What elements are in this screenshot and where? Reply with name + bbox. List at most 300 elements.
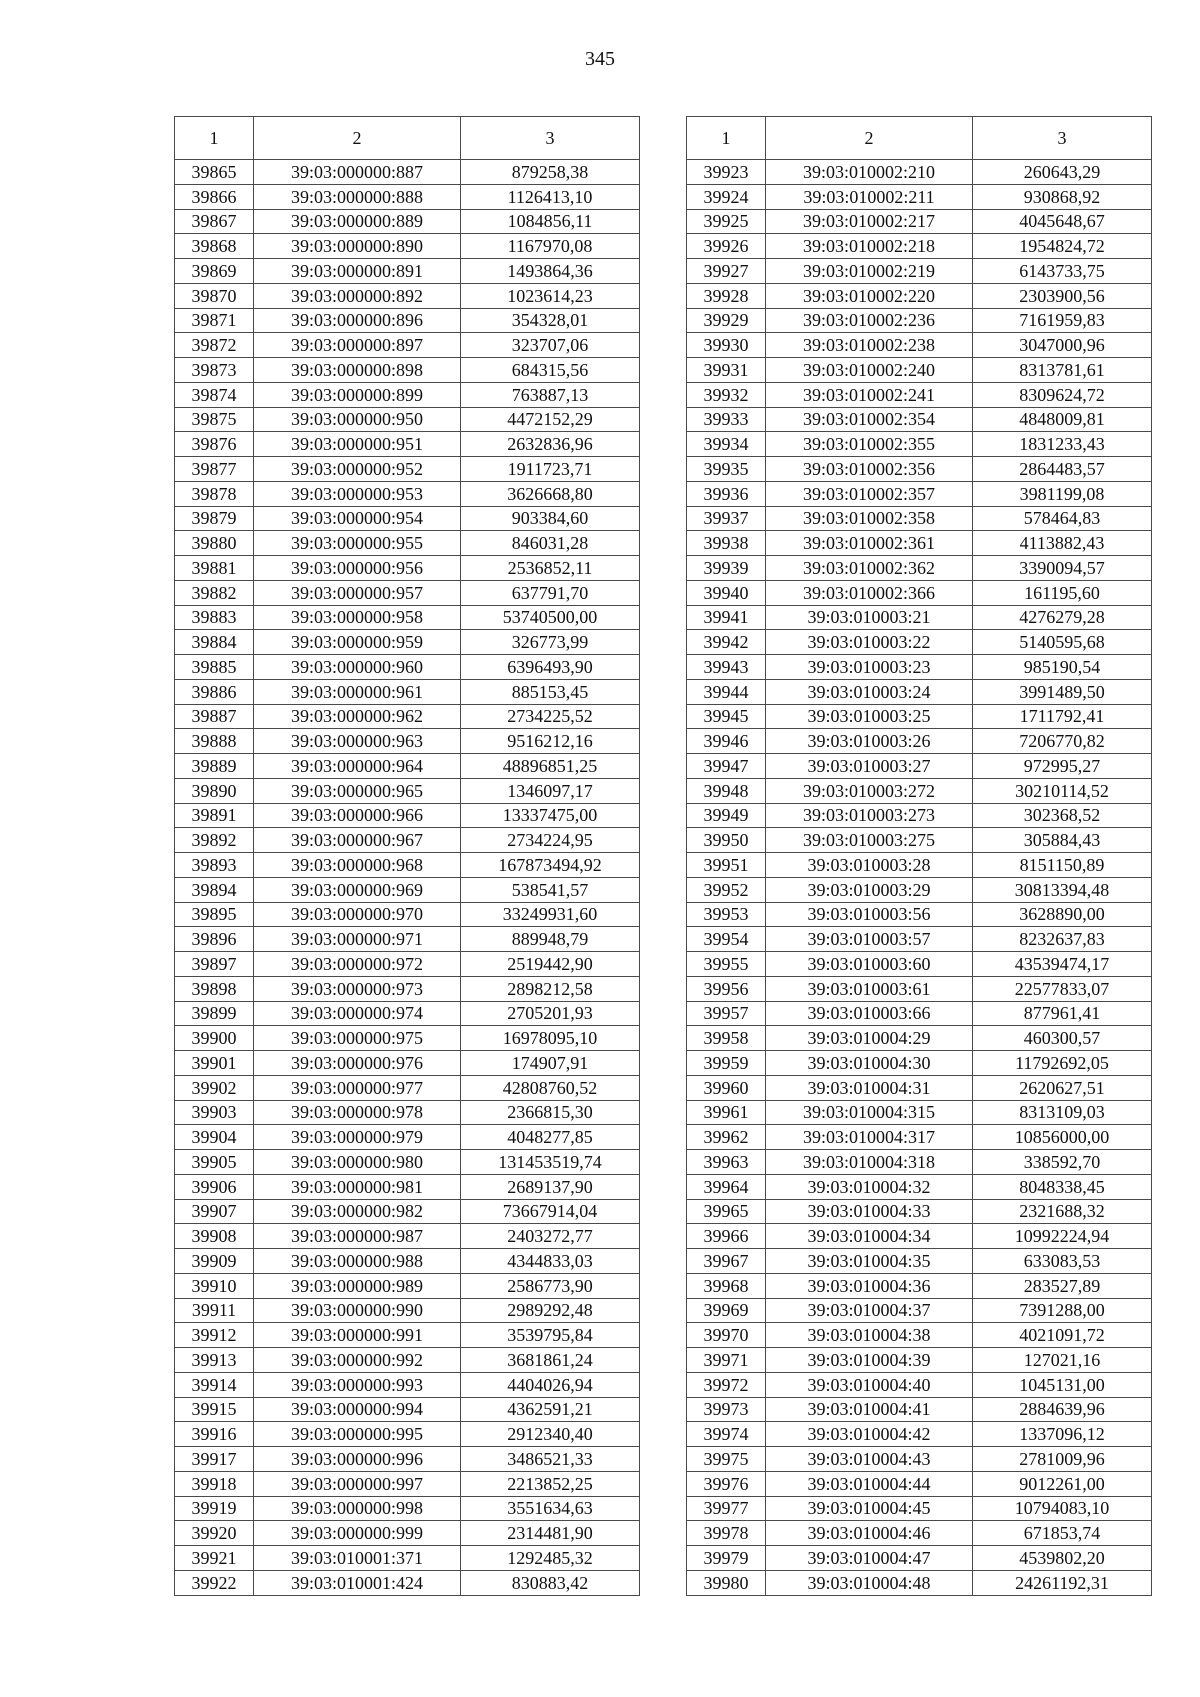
cadastral-number-cell: 39:03:010002:211 — [766, 184, 973, 209]
value-cell: 9516212,16 — [461, 729, 640, 754]
table-row — [175, 531, 640, 556]
table-row — [175, 1249, 640, 1274]
table-row — [175, 1075, 640, 1100]
table-row — [175, 333, 640, 358]
cadastral-number-cell: 39:03:000000:982 — [254, 1199, 461, 1224]
cadastral-number-cell: 39:03:010004:36 — [766, 1273, 973, 1298]
row-number-cell: 39965 — [687, 1199, 766, 1224]
table-row — [175, 679, 640, 704]
cadastral-number-cell: 39:03:000000:888 — [254, 184, 461, 209]
table-row — [687, 1471, 1152, 1496]
cadastral-number-cell: 39:03:000000:887 — [254, 160, 461, 185]
table-row — [175, 457, 640, 482]
value-cell: 53740500,00 — [461, 605, 640, 630]
table-row — [687, 828, 1152, 853]
cadastral-number-cell: 39:03:010002:354 — [766, 407, 973, 432]
row-number-cell: 39894 — [175, 877, 254, 902]
row-number-cell: 39950 — [687, 828, 766, 853]
row-number-cell: 39890 — [175, 778, 254, 803]
row-number-cell: 39924 — [687, 184, 766, 209]
table-row — [687, 283, 1152, 308]
value-cell: 1126413,10 — [461, 184, 640, 209]
column-header: 2 — [766, 117, 973, 160]
cadastral-number-cell: 39:03:000000:996 — [254, 1447, 461, 1472]
row-number-cell: 39889 — [175, 754, 254, 779]
value-cell: 30813394,48 — [973, 877, 1152, 902]
cadastral-number-cell: 39:03:000000:890 — [254, 234, 461, 259]
value-cell: 4404026,94 — [461, 1372, 640, 1397]
table-row — [687, 506, 1152, 531]
value-cell: 2303900,56 — [973, 283, 1152, 308]
row-number-cell: 39934 — [687, 432, 766, 457]
row-number-cell: 39883 — [175, 605, 254, 630]
value-cell: 6396493,90 — [461, 655, 640, 680]
column-header: 2 — [254, 117, 461, 160]
table-row — [175, 234, 640, 259]
value-cell: 8232637,83 — [973, 927, 1152, 952]
cadastral-number-cell: 39:03:010004:41 — [766, 1397, 973, 1422]
table-row — [687, 1125, 1152, 1150]
row-number-cell: 39945 — [687, 704, 766, 729]
table-row — [175, 1397, 640, 1422]
cadastral-number-cell: 39:03:000000:977 — [254, 1075, 461, 1100]
table-row — [175, 506, 640, 531]
table-row — [687, 754, 1152, 779]
row-number-cell: 39955 — [687, 952, 766, 977]
value-cell: 2519442,90 — [461, 952, 640, 977]
row-number-cell: 39947 — [687, 754, 766, 779]
value-cell: 305884,43 — [973, 828, 1152, 853]
row-number-cell: 39919 — [175, 1496, 254, 1521]
value-cell: 11792692,05 — [973, 1051, 1152, 1076]
cadastral-number-cell: 39:03:010004:318 — [766, 1150, 973, 1175]
cadastral-number-cell: 39:03:010002:218 — [766, 234, 973, 259]
table-row — [175, 1422, 640, 1447]
value-cell: 3681861,24 — [461, 1348, 640, 1373]
value-cell: 1831233,43 — [973, 432, 1152, 457]
cadastral-number-cell: 39:03:000000:962 — [254, 704, 461, 729]
row-number-cell: 39870 — [175, 283, 254, 308]
value-cell: 24261192,31 — [973, 1570, 1152, 1595]
cadastral-number-cell: 39:03:010003:56 — [766, 902, 973, 927]
value-cell: 2632836,96 — [461, 432, 640, 457]
row-number-cell: 39880 — [175, 531, 254, 556]
value-cell: 538541,57 — [461, 877, 640, 902]
value-cell: 2689137,90 — [461, 1174, 640, 1199]
value-cell: 33249931,60 — [461, 902, 640, 927]
value-cell: 8313109,03 — [973, 1100, 1152, 1125]
value-cell: 972995,27 — [973, 754, 1152, 779]
row-number-cell: 39868 — [175, 234, 254, 259]
row-number-cell: 39929 — [687, 308, 766, 333]
row-number-cell: 39977 — [687, 1496, 766, 1521]
cadastral-number-cell: 39:03:000000:961 — [254, 679, 461, 704]
cadastral-number-cell: 39:03:010004:44 — [766, 1471, 973, 1496]
value-cell: 3486521,33 — [461, 1447, 640, 1472]
row-number-cell: 39978 — [687, 1521, 766, 1546]
column-header: 1 — [175, 117, 254, 160]
cadastral-number-cell: 39:03:010002:238 — [766, 333, 973, 358]
row-number-cell: 39872 — [175, 333, 254, 358]
table-row — [687, 382, 1152, 407]
row-number-cell: 39916 — [175, 1422, 254, 1447]
table-row — [687, 1100, 1152, 1125]
cadastral-number-cell: 39:03:000000:968 — [254, 853, 461, 878]
cadastral-number-cell: 39:03:010003:66 — [766, 1001, 973, 1026]
table-row — [175, 308, 640, 333]
cadastral-number-cell: 39:03:010003:22 — [766, 630, 973, 655]
row-number-cell: 39917 — [175, 1447, 254, 1472]
table-header-row — [175, 117, 640, 160]
cadastral-number-cell: 39:03:000000:998 — [254, 1496, 461, 1521]
table-row — [175, 1125, 640, 1150]
value-cell: 2321688,32 — [973, 1199, 1152, 1224]
row-number-cell: 39944 — [687, 679, 766, 704]
row-number-cell: 39963 — [687, 1150, 766, 1175]
row-number-cell: 39926 — [687, 234, 766, 259]
value-cell: 3047000,96 — [973, 333, 1152, 358]
value-cell: 2864483,57 — [973, 457, 1152, 482]
row-number-cell: 39878 — [175, 481, 254, 506]
table-row — [687, 580, 1152, 605]
value-cell: 877961,41 — [973, 1001, 1152, 1026]
cadastral-number-cell: 39:03:000000:956 — [254, 556, 461, 581]
value-cell: 2314481,90 — [461, 1521, 640, 1546]
cadastral-number-cell: 39:03:010002:217 — [766, 209, 973, 234]
row-number-cell: 39961 — [687, 1100, 766, 1125]
cadastral-number-cell: 39:03:010004:38 — [766, 1323, 973, 1348]
value-cell: 3981199,08 — [973, 481, 1152, 506]
table-row — [175, 580, 640, 605]
row-number-cell: 39968 — [687, 1273, 766, 1298]
row-number-cell: 39904 — [175, 1125, 254, 1150]
value-cell: 4021091,72 — [973, 1323, 1152, 1348]
cadastral-number-cell: 39:03:000000:981 — [254, 1174, 461, 1199]
value-cell: 1711792,41 — [973, 704, 1152, 729]
value-cell: 8151150,89 — [973, 853, 1152, 878]
value-cell: 3551634,63 — [461, 1496, 640, 1521]
table-row — [175, 1570, 640, 1595]
value-cell: 42808760,52 — [461, 1075, 640, 1100]
value-cell: 2912340,40 — [461, 1422, 640, 1447]
row-number-cell: 39895 — [175, 902, 254, 927]
table-row — [687, 729, 1152, 754]
cadastral-number-cell: 39:03:000000:969 — [254, 877, 461, 902]
table-row — [175, 160, 640, 185]
cadastral-number-cell: 39:03:000000:992 — [254, 1348, 461, 1373]
table-row — [687, 902, 1152, 927]
cadastral-number-cell: 39:03:010003:29 — [766, 877, 973, 902]
value-cell: 2898212,58 — [461, 976, 640, 1001]
value-cell: 8313781,61 — [973, 358, 1152, 383]
table-row — [175, 358, 640, 383]
value-cell: 885153,45 — [461, 679, 640, 704]
value-cell: 578464,83 — [973, 506, 1152, 531]
table-row — [687, 308, 1152, 333]
row-number-cell: 39881 — [175, 556, 254, 581]
cadastral-number-cell: 39:03:000000:995 — [254, 1422, 461, 1447]
row-number-cell: 39973 — [687, 1397, 766, 1422]
cadastral-number-cell: 39:03:000000:994 — [254, 1397, 461, 1422]
table-row — [687, 927, 1152, 952]
table-row — [175, 1051, 640, 1076]
row-number-cell: 39866 — [175, 184, 254, 209]
value-cell: 4472152,29 — [461, 407, 640, 432]
table-row — [687, 259, 1152, 284]
row-number-cell: 39901 — [175, 1051, 254, 1076]
table-row — [687, 630, 1152, 655]
cadastral-number-cell: 39:03:010001:371 — [254, 1546, 461, 1571]
value-cell: 3626668,80 — [461, 481, 640, 506]
table-row — [175, 1224, 640, 1249]
table-row — [687, 1397, 1152, 1422]
value-cell: 131453519,74 — [461, 1150, 640, 1175]
cadastral-number-cell: 39:03:010004:37 — [766, 1298, 973, 1323]
table-row — [687, 679, 1152, 704]
table-row — [687, 1348, 1152, 1373]
value-cell: 161195,60 — [973, 580, 1152, 605]
value-cell: 633083,53 — [973, 1249, 1152, 1274]
cadastral-number-cell: 39:03:010004:315 — [766, 1100, 973, 1125]
cadastral-number-cell: 39:03:010003:275 — [766, 828, 973, 853]
cadastral-number-cell: 39:03:010004:33 — [766, 1199, 973, 1224]
row-number-cell: 39879 — [175, 506, 254, 531]
value-cell: 4048277,85 — [461, 1125, 640, 1150]
value-cell: 4539802,20 — [973, 1546, 1152, 1571]
table-row — [175, 1496, 640, 1521]
row-number-cell: 39941 — [687, 605, 766, 630]
table-row — [175, 1323, 640, 1348]
row-number-cell: 39912 — [175, 1323, 254, 1348]
table-row — [687, 1273, 1152, 1298]
value-cell: 5140595,68 — [973, 630, 1152, 655]
table-row — [175, 481, 640, 506]
cadastral-number-cell: 39:03:000000:952 — [254, 457, 461, 482]
value-cell: 1346097,17 — [461, 778, 640, 803]
table-row — [687, 952, 1152, 977]
cadastral-number-cell: 39:03:000000:958 — [254, 605, 461, 630]
cadastral-number-cell: 39:03:000000:988 — [254, 1249, 461, 1274]
row-number-cell: 39865 — [175, 160, 254, 185]
row-number-cell: 39966 — [687, 1224, 766, 1249]
row-number-cell: 39980 — [687, 1570, 766, 1595]
cadastral-number-cell: 39:03:010002:236 — [766, 308, 973, 333]
cadastral-number-cell: 39:03:000000:976 — [254, 1051, 461, 1076]
row-number-cell: 39974 — [687, 1422, 766, 1447]
table-row — [175, 853, 640, 878]
row-number-cell: 39956 — [687, 976, 766, 1001]
row-number-cell: 39948 — [687, 778, 766, 803]
table-row — [175, 1001, 640, 1026]
table-row — [175, 382, 640, 407]
value-cell: 1493864,36 — [461, 259, 640, 284]
value-cell: 763887,13 — [461, 382, 640, 407]
table-row — [175, 1546, 640, 1571]
table-row — [175, 1447, 640, 1472]
cadastral-number-cell: 39:03:000000:979 — [254, 1125, 461, 1150]
row-number-cell: 39899 — [175, 1001, 254, 1026]
cadastral-number-cell: 39:03:010003:24 — [766, 679, 973, 704]
table-row — [175, 184, 640, 209]
value-cell: 323707,06 — [461, 333, 640, 358]
value-cell: 2536852,11 — [461, 556, 640, 581]
table-row — [687, 778, 1152, 803]
row-number-cell: 39936 — [687, 481, 766, 506]
table-row — [175, 754, 640, 779]
table-row — [175, 605, 640, 630]
row-number-cell: 39893 — [175, 853, 254, 878]
table-row — [175, 1150, 640, 1175]
row-number-cell: 39921 — [175, 1546, 254, 1571]
row-number-cell: 39914 — [175, 1372, 254, 1397]
cadastral-number-cell: 39:03:000000:980 — [254, 1150, 461, 1175]
table-row — [175, 655, 640, 680]
row-number-cell: 39898 — [175, 976, 254, 1001]
row-number-cell: 39915 — [175, 1397, 254, 1422]
table-row — [687, 407, 1152, 432]
cadastral-number-cell: 39:03:000000:955 — [254, 531, 461, 556]
table-row — [687, 531, 1152, 556]
row-number-cell: 39886 — [175, 679, 254, 704]
cadastral-number-cell: 39:03:000000:966 — [254, 803, 461, 828]
row-number-cell: 39869 — [175, 259, 254, 284]
row-number-cell: 39972 — [687, 1372, 766, 1397]
cadastral-number-cell: 39:03:010004:34 — [766, 1224, 973, 1249]
cadastral-number-cell: 39:03:010004:35 — [766, 1249, 973, 1274]
row-number-cell: 39907 — [175, 1199, 254, 1224]
table-row — [175, 1298, 640, 1323]
row-number-cell: 39892 — [175, 828, 254, 853]
table-row — [687, 432, 1152, 457]
right-table-body — [687, 160, 1152, 1596]
table-row — [687, 605, 1152, 630]
table-row — [687, 481, 1152, 506]
value-cell: 3390094,57 — [973, 556, 1152, 581]
row-number-cell: 39900 — [175, 1026, 254, 1051]
row-number-cell: 39867 — [175, 209, 254, 234]
table-row — [687, 234, 1152, 259]
row-number-cell: 39884 — [175, 630, 254, 655]
value-cell: 1292485,32 — [461, 1546, 640, 1571]
value-cell: 1084856,11 — [461, 209, 640, 234]
table-row — [175, 1174, 640, 1199]
cadastral-number-cell: 39:03:000000:990 — [254, 1298, 461, 1323]
row-number-cell: 39971 — [687, 1348, 766, 1373]
right-table — [686, 116, 1152, 1596]
row-number-cell: 39888 — [175, 729, 254, 754]
cadastral-number-cell: 39:03:000000:999 — [254, 1521, 461, 1546]
table-row — [175, 1273, 640, 1298]
cadastral-number-cell: 39:03:010002:357 — [766, 481, 973, 506]
table-row — [687, 1199, 1152, 1224]
value-cell: 13337475,00 — [461, 803, 640, 828]
cadastral-number-cell: 39:03:010002:361 — [766, 531, 973, 556]
value-cell: 7161959,83 — [973, 308, 1152, 333]
row-number-cell: 39887 — [175, 704, 254, 729]
cadastral-number-cell: 39:03:010003:57 — [766, 927, 973, 952]
cadastral-number-cell: 39:03:010002:366 — [766, 580, 973, 605]
table-row — [687, 1447, 1152, 1472]
cadastral-number-cell: 39:03:010003:61 — [766, 976, 973, 1001]
cadastral-number-cell: 39:03:000000:960 — [254, 655, 461, 680]
row-number-cell: 39967 — [687, 1249, 766, 1274]
table-row — [175, 556, 640, 581]
table-row — [687, 1496, 1152, 1521]
table-row — [687, 1075, 1152, 1100]
value-cell: 4362591,21 — [461, 1397, 640, 1422]
value-cell: 48896851,25 — [461, 754, 640, 779]
value-cell: 1911723,71 — [461, 457, 640, 482]
value-cell: 1045131,00 — [973, 1372, 1152, 1397]
cadastral-number-cell: 39:03:010002:240 — [766, 358, 973, 383]
value-cell: 930868,92 — [973, 184, 1152, 209]
value-cell: 985190,54 — [973, 655, 1152, 680]
row-number-cell: 39903 — [175, 1100, 254, 1125]
table-row — [175, 778, 640, 803]
row-number-cell: 39946 — [687, 729, 766, 754]
cadastral-number-cell: 39:03:000000:993 — [254, 1372, 461, 1397]
row-number-cell: 39905 — [175, 1150, 254, 1175]
row-number-cell: 39874 — [175, 382, 254, 407]
table-row — [687, 655, 1152, 680]
column-header: 1 — [687, 117, 766, 160]
value-cell: 2781009,96 — [973, 1447, 1152, 1472]
row-number-cell: 39918 — [175, 1471, 254, 1496]
row-number-cell: 39871 — [175, 308, 254, 333]
cadastral-number-cell: 39:03:000000:991 — [254, 1323, 461, 1348]
table-row — [175, 1372, 640, 1397]
table-row — [175, 1199, 640, 1224]
row-number-cell: 39962 — [687, 1125, 766, 1150]
cadastral-number-cell: 39:03:010003:60 — [766, 952, 973, 977]
row-number-cell: 39928 — [687, 283, 766, 308]
value-cell: 4045648,67 — [973, 209, 1152, 234]
table-row — [687, 1001, 1152, 1026]
cadastral-number-cell: 39:03:000000:971 — [254, 927, 461, 952]
row-number-cell: 39908 — [175, 1224, 254, 1249]
table-row — [175, 432, 640, 457]
cadastral-number-cell: 39:03:000000:959 — [254, 630, 461, 655]
row-number-cell: 39927 — [687, 259, 766, 284]
value-cell: 2366815,30 — [461, 1100, 640, 1125]
table-row — [687, 803, 1152, 828]
table-row — [175, 1471, 640, 1496]
cadastral-number-cell: 39:03:000000:997 — [254, 1471, 461, 1496]
value-cell: 830883,42 — [461, 1570, 640, 1595]
cadastral-number-cell: 39:03:010002:355 — [766, 432, 973, 457]
row-number-cell: 39873 — [175, 358, 254, 383]
value-cell: 10992224,94 — [973, 1224, 1152, 1249]
cadastral-number-cell: 39:03:010004:45 — [766, 1496, 973, 1521]
table-row — [687, 853, 1152, 878]
table-row — [175, 283, 640, 308]
row-number-cell: 39897 — [175, 952, 254, 977]
table-row — [687, 333, 1152, 358]
row-number-cell: 39932 — [687, 382, 766, 407]
value-cell: 73667914,04 — [461, 1199, 640, 1224]
table-row — [687, 184, 1152, 209]
value-cell: 260643,29 — [973, 160, 1152, 185]
table-row — [687, 1570, 1152, 1595]
cadastral-number-cell: 39:03:000000:970 — [254, 902, 461, 927]
cadastral-number-cell: 39:03:000000:987 — [254, 1224, 461, 1249]
cadastral-number-cell: 39:03:000000:975 — [254, 1026, 461, 1051]
value-cell: 4848009,81 — [973, 407, 1152, 432]
table-row — [175, 927, 640, 952]
cadastral-number-cell: 39:03:000000:972 — [254, 952, 461, 977]
cadastral-number-cell: 39:03:010003:273 — [766, 803, 973, 828]
cadastral-number-cell: 39:03:010003:28 — [766, 853, 973, 878]
